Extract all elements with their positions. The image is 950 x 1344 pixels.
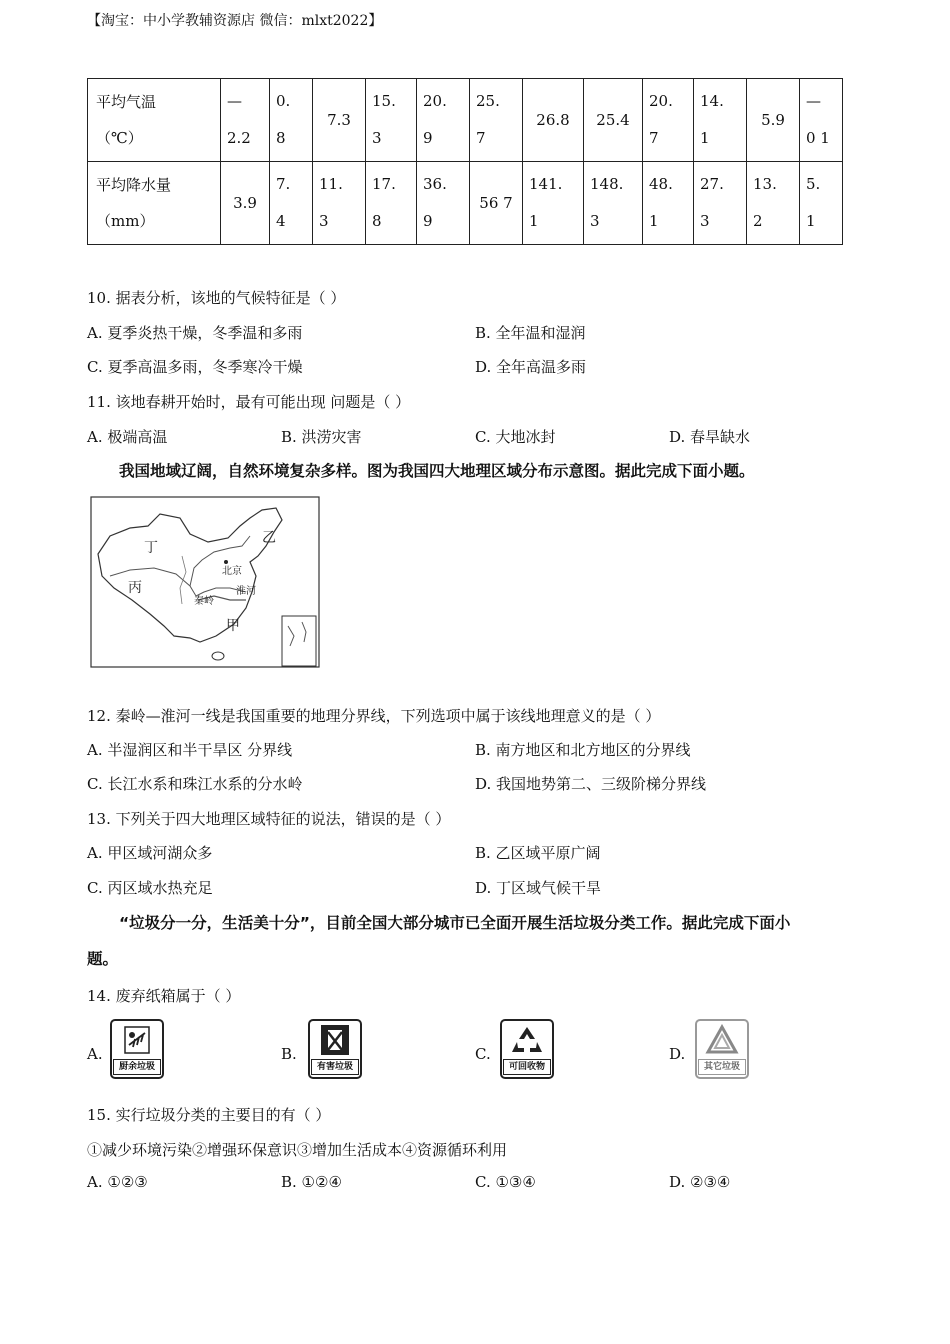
question-13: 13. 下列关于四大地理区域特征的说法，错误的是（ ） — [87, 810, 451, 828]
option-b[interactable]: B. — [281, 1045, 297, 1063]
option-b[interactable]: B. ①②④ — [281, 1173, 342, 1191]
table-cell: 14. 1 — [694, 79, 747, 162]
option-a[interactable]: A. 夏季炎热干燥，冬季温和多雨 — [87, 324, 303, 342]
option-d[interactable]: D. 春旱缺水 — [669, 428, 751, 446]
table-cell: — 0 1 — [800, 79, 843, 162]
table-cell: 5.9 — [747, 79, 800, 162]
option-b[interactable]: B. 南方地区和北方地区的分界线 — [475, 741, 691, 759]
option-c[interactable]: C. ①③④ — [475, 1173, 536, 1191]
table-cell: 3.9 — [221, 162, 270, 245]
table-cell: 56 7 — [470, 162, 523, 245]
option-c[interactable]: C. 大地冰封 — [475, 428, 556, 446]
table-cell: 5. 1 — [800, 162, 843, 245]
row-label: 平均气温 （℃） — [88, 79, 221, 162]
table-cell: 36. 9 — [417, 162, 470, 245]
question-15: 15. 实行垃圾分类的主要目的有（ ） — [87, 1106, 331, 1124]
question-12: 12. 秦岭—淮河一线是我国重要的地理分界线，下列选项中属于该线地理意义的是（ ） — [87, 707, 661, 725]
table-cell: 17. 8 — [366, 162, 417, 245]
climate-table — [87, 78, 843, 245]
intro-paragraph-2-cont: 题。 — [87, 950, 119, 968]
option-b[interactable]: B. 全年温和湿润 — [475, 324, 586, 342]
table-cell: 141. 1 — [523, 162, 584, 245]
table-cell: 25.4 — [584, 79, 643, 162]
question-14: 14. 废弃纸箱属于（ ） — [87, 987, 241, 1005]
table-cell: 20. 7 — [643, 79, 694, 162]
option-c[interactable]: C. 丙区域水热充足 — [87, 879, 213, 897]
option-b[interactable]: B. 乙区域平原广阔 — [475, 844, 601, 862]
option-a[interactable]: A. 极端高温 — [87, 428, 168, 446]
fish-bone-icon — [123, 1025, 151, 1055]
option-d[interactable]: D. ②③④ — [669, 1173, 731, 1191]
option-c[interactable]: C. 夏季高温多雨，冬季寒冷干燥 — [87, 358, 303, 376]
region-label-ding: 丁 — [144, 540, 158, 556]
option-c[interactable]: C. 长江水系和珠江水系的分水岭 — [87, 775, 303, 793]
table-cell: 13. 2 — [747, 162, 800, 245]
china-regions-map — [90, 496, 320, 668]
table-row-precipitation — [88, 162, 843, 245]
page-header: 【淘宝：中小学教辅资源店 微信：mlxt2022】 — [87, 13, 383, 29]
option-d[interactable]: D. 我国地势第二、三级阶梯分界线 — [475, 775, 707, 793]
option-a[interactable]: A. — [87, 1045, 103, 1063]
battery-icon — [320, 1024, 350, 1056]
other-waste-bin-icon[interactable]: 其它垃圾 — [695, 1019, 749, 1079]
option-a[interactable]: A. ①②③ — [87, 1173, 148, 1191]
question-10: 10. 据表分析，该地的气候特征是（ ） — [87, 289, 346, 307]
table-row-temperature — [88, 79, 843, 162]
table-cell: 0. 8 — [270, 79, 313, 162]
table-cell: 7. 4 — [270, 162, 313, 245]
table-cell: 25. 7 — [470, 79, 523, 162]
region-label-jia: 甲 — [226, 618, 240, 634]
region-label-yi: 乙 — [262, 530, 276, 546]
label-beijing: 北京 — [222, 566, 242, 577]
option-b[interactable]: B. 洪涝灾害 — [281, 428, 362, 446]
recycle-icon — [510, 1024, 544, 1056]
option-d[interactable]: D. 全年高温多雨 — [475, 358, 587, 376]
map-graphic — [90, 496, 320, 668]
region-label-bing: 丙 — [128, 580, 142, 596]
intro-paragraph-2: “垃圾分一分，生活美十分”，目前全国大部分城市已全面开展生活垃圾分类工作。据此完成下面小 — [119, 914, 791, 932]
table-cell: 48. 1 — [643, 162, 694, 245]
table-cell: 15. 3 — [366, 79, 417, 162]
food-waste-bin-icon[interactable]: 厨余垃圾 — [110, 1019, 164, 1079]
hazardous-waste-bin-icon[interactable]: 有害垃圾 — [308, 1019, 362, 1079]
triangle-recycle-icon — [705, 1024, 739, 1056]
table-cell: 11. 3 — [313, 162, 366, 245]
option-d[interactable]: D. 丁区域气候干旱 — [475, 879, 602, 897]
row-label: 平均降水量 （mm） — [88, 162, 221, 245]
table-cell: 26.8 — [523, 79, 584, 162]
label-qinling: 秦岭 — [194, 596, 214, 607]
option-d[interactable]: D. — [669, 1045, 686, 1063]
option-a[interactable]: A. 甲区域河湖众多 — [87, 844, 213, 862]
table-cell: 7.3 — [313, 79, 366, 162]
option-c[interactable]: C. — [475, 1045, 491, 1063]
table-cell: — 2.2 — [221, 79, 270, 162]
table-cell: 20. 9 — [417, 79, 470, 162]
table-cell: 148. 3 — [584, 162, 643, 245]
option-a[interactable]: A. 半湿润区和半干旱区 分界线 — [87, 741, 293, 759]
intro-paragraph-1: 我国地域辽阔，自然环境复杂多样。图为我国四大地理区域分布示意图。据此完成下面小题。 — [119, 462, 755, 480]
table-cell: 27. 3 — [694, 162, 747, 245]
question-15-items: ①减少环境污染②增强环保意识③增加生活成本④资源循环利用 — [87, 1141, 508, 1159]
label-huaihe: 淮河 — [236, 586, 256, 597]
recyclable-bin-icon[interactable]: 可回收物 — [500, 1019, 554, 1079]
question-11: 11. 该地春耕开始时，最有可能出现 问题是（ ） — [87, 393, 411, 411]
